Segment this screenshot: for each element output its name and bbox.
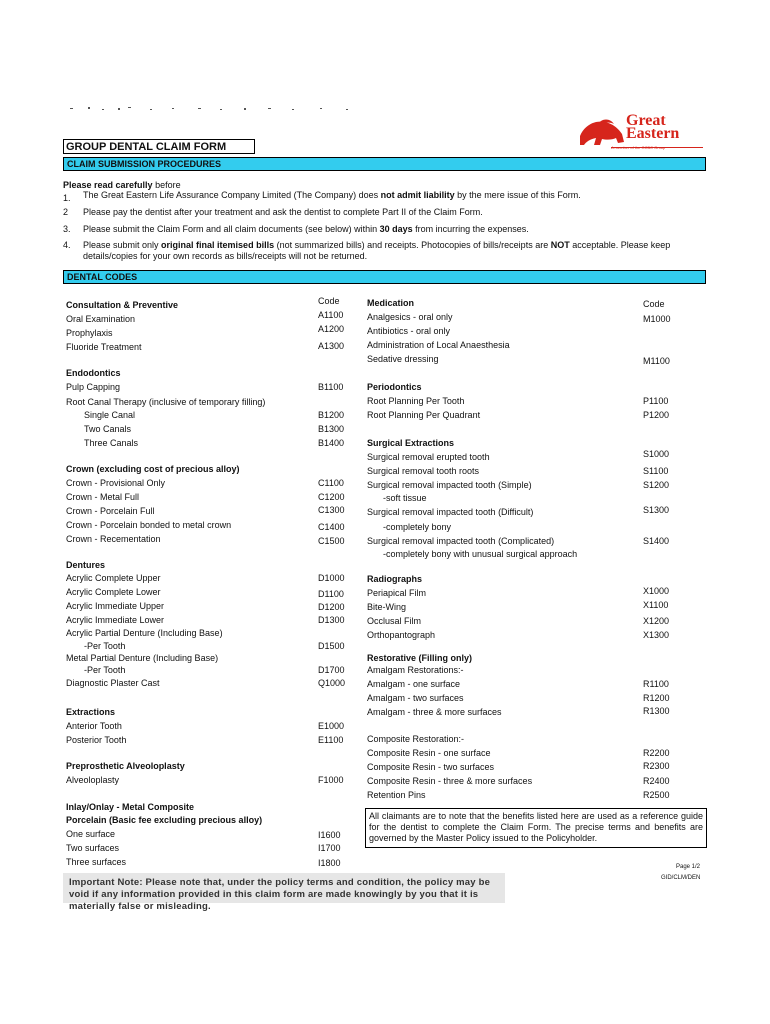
- procedure-emphasis: not admit liability: [380, 190, 455, 200]
- procedure-number: 4.: [63, 240, 71, 250]
- procedure-code: D1300: [318, 615, 345, 625]
- code-category-heading: Medication: [367, 298, 415, 308]
- procedure-code: R1100: [643, 679, 669, 689]
- procedure-code: R1200: [643, 693, 670, 703]
- procedure-fragment: (not summarized bills) and receipts. Photocopies of bills/receipts are: [274, 240, 551, 250]
- code-item-label: Two surfaces: [66, 843, 120, 853]
- section-bar-submission: CLAIM SUBMISSION PROCEDURES: [63, 157, 706, 171]
- procedure-code: A1200: [318, 324, 345, 334]
- code-item-label: Composite Resin - one surface: [367, 748, 491, 758]
- procedure-code: S1400: [643, 536, 670, 546]
- code-item-label: Metal Partial Denture (Including Base): [66, 653, 219, 663]
- code-item-label: Retention Pins: [367, 790, 426, 800]
- code-item-label: Crown - Metal Full: [66, 492, 140, 502]
- document-code: GID/CLM/DEN: [661, 875, 701, 881]
- procedure-code: F1000: [318, 775, 344, 785]
- code-item-label: Composite Resin - two surfaces: [367, 762, 495, 772]
- header-scribble: [70, 106, 350, 112]
- procedure-code: E1000: [318, 721, 345, 731]
- code-item-label: Bite-Wing: [367, 602, 407, 612]
- code-item-label: Occlusal Film: [367, 616, 422, 626]
- procedure-number: 2: [63, 207, 69, 217]
- code-category-heading: Preprosthetic Alveoloplasty: [66, 761, 185, 771]
- code-item-label: Anterior Tooth: [66, 721, 122, 731]
- procedure-code: A1100: [318, 310, 344, 320]
- procedures-intro: [63, 180, 181, 190]
- procedure-code: P1100: [643, 396, 669, 406]
- procedure-fragment: by the mere issue of this Form.: [454, 190, 581, 200]
- code-category-heading: Periodontics: [367, 382, 422, 392]
- procedure-code: R2300: [643, 761, 670, 771]
- procedure-code: C1300: [318, 505, 345, 515]
- code-item-label: Acrylic Complete Upper: [66, 573, 161, 583]
- procedure-code: X1300: [643, 630, 670, 640]
- procedure-code: S1300: [643, 505, 670, 515]
- procedure-code: I1600: [318, 830, 341, 840]
- procedure-emphasis: NOT: [550, 240, 570, 250]
- code-category-heading: Consultation & Preventive: [66, 300, 179, 310]
- code-category-heading: Endodontics: [66, 368, 121, 378]
- procedure-code: R1300: [643, 706, 670, 716]
- logo-wordmark: [626, 114, 679, 140]
- code-item-label: Analgesics - oral only: [367, 312, 453, 322]
- procedure-code: C1500: [318, 536, 345, 546]
- code-item-label: Composite Resin - three & more surfaces: [367, 776, 533, 786]
- procedure-code: B1100: [318, 382, 344, 392]
- procedure-code: Q1000: [318, 678, 346, 688]
- code-item-label: Crown - Porcelain Full: [66, 506, 155, 516]
- code-item-label: Amalgam - two surfaces: [367, 693, 464, 703]
- code-item-label: One surface: [66, 829, 116, 839]
- section-bar-dental-codes: DENTAL CODES: [63, 270, 706, 284]
- procedure-code: E1100: [318, 735, 344, 745]
- code-item-label: Antibiotics - oral only: [367, 326, 451, 336]
- code-item-label: Root Planning Per Quadrant: [367, 410, 481, 420]
- code-item-label: Posterior Tooth: [66, 735, 127, 745]
- benefits-note: All claimants are to note that the benefits listed here are used as a reference guide for the dentist to complete the Claim Form. The precise terms and benefits are governed by the Master Policy issued to the Policyholder.: [365, 808, 707, 848]
- code-item-label: Surgical removal impacted tooth (Difficult): [367, 507, 534, 517]
- procedure-fragment: Please submit only: [83, 240, 162, 250]
- procedure-code: P1200: [643, 410, 670, 420]
- code-item-label: Acrylic Immediate Upper: [66, 601, 165, 611]
- procedure-emphasis: 30 days: [379, 224, 413, 234]
- procedure-number: 3.: [63, 224, 71, 234]
- code-item-label: -completely bony with unusual surgical approach: [383, 549, 578, 559]
- procedure-code: S1000: [643, 449, 670, 459]
- intro-bold: Please read carefully: [63, 180, 153, 190]
- procedure-code: B1400: [318, 438, 345, 448]
- code-item-label: Periapical Film: [367, 588, 427, 598]
- code-item-label: Fluoride Treatment: [66, 342, 142, 352]
- procedure-code: I1800: [318, 858, 341, 868]
- procedure-text: [83, 240, 708, 262]
- procedure-fragment: Please pay the dentist after your treatment and ask the dentist to complete Part II of the Claim Form.: [83, 207, 483, 217]
- code-item-label: Alveoloplasty: [66, 775, 120, 785]
- procedure-code: M1100: [643, 356, 670, 366]
- procedure-code: X1100: [643, 600, 669, 610]
- code-item-label: Surgical removal tooth roots: [367, 466, 480, 476]
- logo-line1: Great: [626, 112, 666, 129]
- code-item-label: Composite Restoration:-: [367, 734, 465, 744]
- procedure-code: I1700: [318, 843, 341, 853]
- code-category-heading: Inlay/Onlay - Metal Composite: [66, 802, 195, 812]
- procedure-fragment: acceptable. Please keep details/copies for your own records as bills/receipts will not be returned.: [83, 240, 671, 261]
- logo-tagline: A member of the OCBC Group: [611, 145, 666, 150]
- procedure-code: M1000: [643, 314, 671, 324]
- code-item-label: Root Canal Therapy (inclusive of temporary filling): [66, 397, 266, 407]
- page-number: Page 1/2: [676, 864, 701, 870]
- code-category-heading: Restorative (Filling only): [367, 653, 473, 663]
- intro-rest: before: [152, 180, 181, 190]
- code-item-label: Amalgam Restorations:-: [367, 665, 464, 675]
- code-item-label: Three Canals: [84, 438, 139, 448]
- code-item-label: Diagnostic Plaster Cast: [66, 678, 160, 688]
- form-title: GROUP DENTAL CLAIM FORM: [63, 139, 255, 154]
- important-note: Important Note: Please note that, under the policy terms and condition, the policy may be void if any information provided in this claim form are made knowingly by you that it is materially false or misleading.: [63, 873, 505, 903]
- code-item-label: Crown - Porcelain bonded to metal crown: [66, 520, 232, 530]
- procedure-fragment: from incurring the expenses.: [412, 224, 529, 234]
- procedure-code: B1300: [318, 424, 345, 434]
- procedure-code: R2500: [643, 790, 670, 800]
- procedure-code: R2400: [643, 776, 670, 786]
- procedure-code: C1200: [318, 492, 345, 502]
- code-item-label: Amalgam - three & more surfaces: [367, 707, 502, 717]
- procedure-code: B1200: [318, 410, 345, 420]
- code-item-label: Surgical removal impacted tooth (Complicated): [367, 536, 555, 546]
- code-item-label: Orthopantograph: [367, 630, 436, 640]
- code-item-label: Acrylic Immediate Lower: [66, 615, 165, 625]
- code-category-heading: Surgical Extractions: [367, 438, 455, 448]
- code-item-label: Three surfaces: [66, 857, 127, 867]
- code-category-heading: Crown (excluding cost of precious alloy): [66, 464, 240, 474]
- procedure-code: X1200: [643, 616, 670, 626]
- code-item-label: -soft tissue: [383, 493, 427, 503]
- code-item-label: Administration of Local Anaesthesia: [367, 340, 510, 350]
- code-item-label: Pulp Capping: [66, 382, 121, 392]
- procedure-code: R2200: [643, 748, 670, 758]
- logo-line2: Eastern: [626, 125, 680, 142]
- procedure-text: [83, 207, 708, 218]
- code-item-label: -Per Tooth: [84, 665, 126, 675]
- code-category-heading: Dentures: [66, 560, 106, 570]
- procedure-code: A1300: [318, 341, 345, 351]
- code-column-header: Code: [643, 299, 665, 309]
- code-item-label: Prophylaxis: [66, 328, 113, 338]
- procedure-code: D1200: [318, 602, 345, 612]
- code-item-label: -Per Tooth: [84, 641, 126, 651]
- code-item-label: Crown - Recementation: [66, 534, 161, 544]
- code-category-heading: Extractions: [66, 707, 116, 717]
- procedure-text: [83, 190, 708, 201]
- code-item-label: -completely bony: [383, 522, 452, 532]
- code-item-label: Acrylic Complete Lower: [66, 587, 161, 597]
- procedure-code: S1200: [643, 480, 670, 490]
- code-item-label: Crown - Provisional Only: [66, 478, 166, 488]
- code-item-label: Single Canal: [84, 410, 136, 420]
- procedure-code: D1700: [318, 665, 345, 675]
- code-category-heading: Porcelain (Basic fee excluding precious alloy): [66, 815, 263, 825]
- code-item-label: Oral Examination: [66, 314, 136, 324]
- procedure-fragment: The Great Eastern Life Assurance Company Limited (The Company) does: [83, 190, 381, 200]
- code-item-label: Sedative dressing: [367, 354, 439, 364]
- procedure-code: C1100: [318, 478, 344, 488]
- procedure-number: 1.: [63, 193, 71, 203]
- code-item-label: Root Planning Per Tooth: [367, 396, 465, 406]
- code-item-label: Two Canals: [84, 424, 132, 434]
- code-category-heading: Radiographs: [367, 574, 423, 584]
- code-item-label: Amalgam - one surface: [367, 679, 461, 689]
- procedure-code: D1000: [318, 573, 345, 583]
- procedure-text: [83, 224, 708, 235]
- code-column-header: Code: [318, 296, 340, 306]
- procedure-code: C1400: [318, 522, 345, 532]
- procedure-emphasis: original final itemised bills: [161, 240, 275, 250]
- procedure-code: D1500: [318, 641, 345, 651]
- procedure-code: S1100: [643, 466, 669, 476]
- procedure-code: D1100: [318, 589, 344, 599]
- code-item-label: Acrylic Partial Denture (Including Base): [66, 628, 223, 638]
- procedure-code: X1000: [643, 586, 670, 596]
- procedure-fragment: Please submit the Claim Form and all claim documents (see below) within: [83, 224, 380, 234]
- code-item-label: Surgical removal impacted tooth (Simple): [367, 480, 532, 490]
- code-item-label: Surgical removal erupted tooth: [367, 452, 490, 462]
